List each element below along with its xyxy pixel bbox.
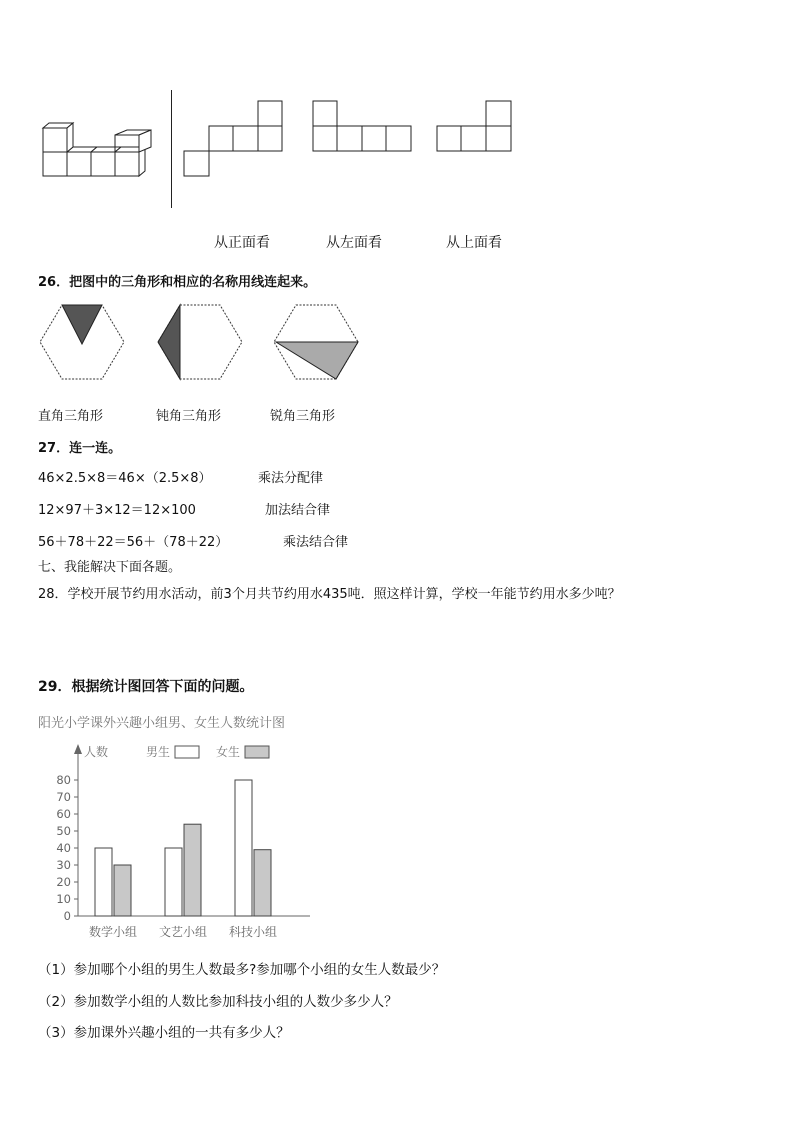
triangle-name-right: 直角三角形 [38, 409, 104, 424]
q26-title: 26．把图中的三角形和相应的名称用线连起来。 [38, 275, 317, 290]
y-tick-label: 0 [63, 909, 71, 923]
view-label-left: 从左面看 [326, 235, 382, 251]
bar-boys-3 [235, 780, 252, 916]
x-category-label: 科技小组 [228, 925, 278, 939]
q29-subquestion-2: （2）参加数学小组的人数比参加科技小组的人数少多少人？ [38, 994, 398, 1010]
legend-boys-label: 男生 [146, 745, 171, 759]
law-2: 加法结合律 [265, 503, 331, 518]
y-tick-label: 60 [56, 807, 71, 821]
q28-title: 28．学校开展节约用水活动，前3个月共节约用水435吨．照这样计算，学校一年能节约用水多少吨？ [38, 587, 621, 602]
left-view-grid [312, 100, 414, 154]
x-category-label: 数学小组 [88, 925, 138, 939]
law-3: 乘法结合律 [283, 535, 349, 550]
q29-subquestion-3: （3）参加课外兴趣小组的一共有多少人？ [38, 1025, 290, 1041]
triangle-name-obtuse: 钝角三角形 [156, 409, 222, 424]
view-label-front: 从正面看 [214, 235, 270, 251]
bar-boys-2 [165, 848, 182, 916]
legend-boys-swatch [175, 746, 199, 758]
block-figure [40, 122, 155, 180]
y-tick-label: 20 [56, 875, 71, 889]
y-tick-label: 50 [56, 824, 71, 838]
hexagon-right-triangle [38, 302, 128, 382]
section-7-heading: 七、我能解决下面各题。 [38, 560, 182, 575]
bar-girls-2 [184, 824, 201, 916]
y-axis-arrow [74, 744, 82, 754]
y-tick-label: 70 [56, 790, 71, 804]
bar-chart [38, 738, 328, 943]
legend-girls-label: 女生 [216, 745, 241, 759]
hexagon-obtuse-triangle [156, 302, 246, 382]
x-category-label: 文艺小组 [158, 925, 208, 939]
top-view-grid [436, 100, 514, 154]
chart-title: 阳光小学课外兴趣小组男、女生人数统计图 [38, 716, 286, 731]
y-tick-label: 10 [56, 892, 71, 906]
y-tick-label: 80 [56, 773, 71, 787]
bar-girls-3 [254, 850, 271, 916]
bar-boys-1 [95, 848, 112, 916]
equation-2: 12×97＋3×12＝12×100 [38, 503, 196, 518]
view-label-top: 从上面看 [446, 235, 502, 251]
front-view-grid [183, 100, 285, 178]
equation-1: 46×2.5×8＝46×（2.5×8） [38, 471, 212, 486]
q27-title: 27．连一连。 [38, 441, 122, 456]
legend-girls-swatch [245, 746, 269, 758]
vertical-divider [171, 90, 172, 208]
q29-subquestion-1: （1）参加哪个小组的男生人数最多?参加哪个小组的女生人数最少？ [38, 962, 446, 978]
equation-3: 56＋78＋22＝56＋（78＋22） [38, 535, 229, 550]
q29-title: 29．根据统计图回答下面的问题。 [38, 679, 254, 695]
hexagon-acute-triangle [272, 302, 362, 382]
y-tick-label: 40 [56, 841, 71, 855]
triangle-name-acute: 锐角三角形 [270, 409, 336, 424]
y-axis-label: 人数 [84, 745, 109, 759]
law-1: 乘法分配律 [258, 471, 324, 486]
y-tick-label: 30 [56, 858, 71, 872]
bar-girls-1 [114, 865, 131, 916]
